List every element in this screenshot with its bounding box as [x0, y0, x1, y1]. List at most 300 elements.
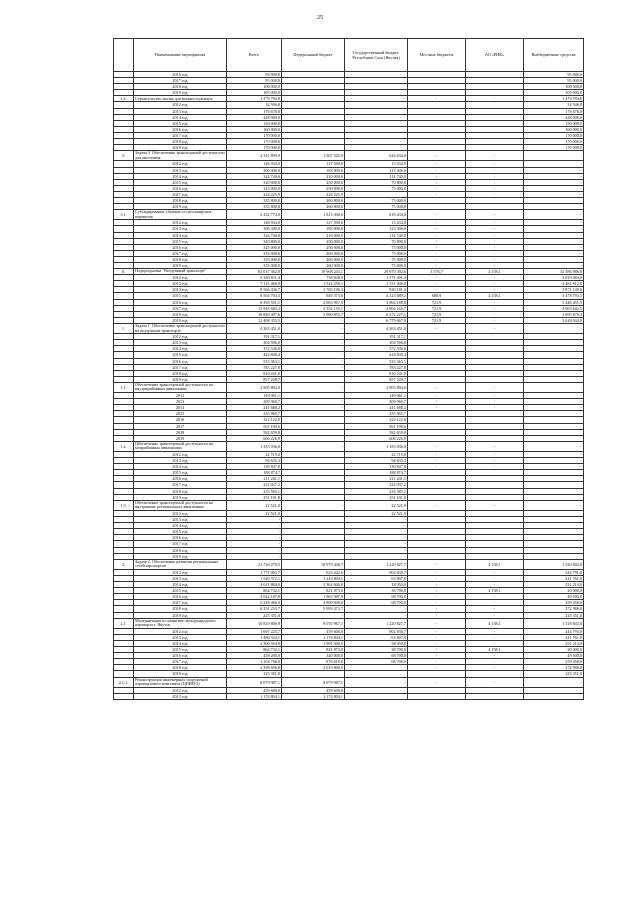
- cell-state-budget: 810 241,9: [345, 370, 408, 376]
- cell-local-budgets: -: [408, 393, 466, 399]
- cell-activity-name: 2014 год: [134, 464, 227, 470]
- cell-state-budget: 68 700,0: [345, 653, 408, 659]
- cell-extrabudgetary: 4 481 812,8: [524, 281, 584, 287]
- cell-local-budgets: -: [408, 653, 466, 659]
- cell-ao-rik: -: [466, 311, 524, 317]
- cell-federal-budget: -: [282, 340, 345, 346]
- cell-extrabudgetary: 32 586 986,8: [524, 269, 584, 275]
- cell-total: 320 800,0: [227, 179, 282, 185]
- cell-state-budget: -: [345, 96, 408, 102]
- cell-activity-name: 2019 год: [134, 612, 227, 618]
- cell-extrabudgetary: -: [524, 226, 584, 232]
- cell-extrabudgetary: 225 351,0: [524, 612, 584, 618]
- cell-total: -: [227, 517, 282, 523]
- cell-activity-name: 2016 год: [134, 299, 227, 305]
- cell-activity-name: 2016 год: [134, 535, 227, 541]
- cell-federal-budget: 260 000,0: [282, 263, 345, 269]
- cell-total: 1 697 223,7: [227, 628, 282, 634]
- cell-total: 170 000,0: [227, 145, 282, 151]
- cell-federal-budget: 821 873,0: [282, 588, 345, 594]
- cell-activity-name: 2017 год: [134, 541, 227, 547]
- cell-federal-budget: 623 442,0: [282, 569, 345, 575]
- cell-federal-budget: -: [282, 364, 345, 370]
- cell-activity-name: 2017 год: [134, 78, 227, 84]
- cell-extrabudgetary: 3 478 793,5: [524, 293, 584, 299]
- cell-state-budget: -: [345, 541, 408, 547]
- cell-activity-name: 2018 год: [134, 547, 227, 553]
- cell-state-budget: -: [345, 612, 408, 618]
- cell-state-budget: 930 181,4: [345, 287, 408, 293]
- cell-extrabudgetary: -: [524, 250, 584, 256]
- cell-activity-name: 2014 год: [134, 173, 227, 179]
- cell-extrabudgetary: 3 029 484,0: [524, 275, 584, 281]
- cell-state-budget: 75 000,0: [345, 250, 408, 256]
- cell-activity-name: 2016: [134, 417, 227, 423]
- cell-total: 1 480 332,1: [227, 634, 282, 640]
- cell-local-budgets: -: [408, 618, 466, 628]
- cell-activity-name: 2015 год: [134, 120, 227, 126]
- cell-ao-rik: -: [466, 634, 524, 640]
- cell-activity-name: Субсидирование убытков от пассажирских перевозок: [134, 210, 227, 220]
- cell-ao-rik: -: [466, 569, 524, 575]
- cell-total: 95 000,0: [227, 72, 282, 78]
- cell-total: 82 037 362,0: [227, 269, 282, 275]
- cell-state-budget: 75 000,0: [345, 185, 408, 191]
- cell-extrabudgetary: -: [524, 191, 584, 197]
- cell-local-budgets: -: [408, 151, 466, 161]
- cell-local-budgets: -: [408, 210, 466, 220]
- cell-total: 335 000,0: [227, 250, 282, 256]
- cell-activity-name: 2013 год: [134, 108, 227, 114]
- cell-extrabudgetary: -: [524, 179, 584, 185]
- cell-number: 2.4.: [114, 96, 134, 102]
- cell-activity-name: 2013 год: [134, 517, 227, 523]
- cell-local-budgets: -: [408, 634, 466, 640]
- cell-federal-budget: -: [282, 393, 345, 399]
- cell-local-budgets: -: [408, 647, 466, 653]
- cell-local-budgets: -: [408, 382, 466, 392]
- cell-federal-budget: -: [282, 382, 345, 392]
- cell-state-budget: 4 904 165,7: [345, 305, 408, 311]
- cell-number: [114, 693, 134, 699]
- cell-total: 424 840,4: [227, 352, 282, 358]
- cell-extrabudgetary: 105 000,0: [524, 90, 584, 96]
- cell-ao-rik: 4 158,1: [466, 559, 524, 569]
- cell-federal-budget: 2 063 967,9: [282, 299, 345, 305]
- cell-activity-name: 2012: [134, 393, 227, 399]
- cell-local-budgets: -: [408, 452, 466, 458]
- cell-ao-rik: -: [466, 458, 524, 464]
- cell-state-budget: 372 536,0: [345, 346, 408, 352]
- cell-activity-name: 2012 год: [134, 687, 227, 693]
- cell-state-budget: [345, 693, 408, 699]
- cell-activity-name: 2015 год: [134, 293, 227, 299]
- cell-activity-name: Обеспечение транспортной доступности на внутренних региональных авиалиниях: [134, 500, 227, 510]
- cell-ao-rik: -: [466, 185, 524, 191]
- cell-state-budget: 58 050,0: [345, 641, 408, 647]
- cell-state-budget: 18 050,0: [345, 582, 408, 588]
- cell-state-budget: 188 874,7: [345, 470, 408, 476]
- cell-total: 1 479 784,8: [227, 96, 282, 102]
- cell-activity-name: 2012 год: [134, 102, 227, 108]
- cell-local-budgets: -: [408, 232, 466, 238]
- cell-ao-rik: -: [466, 612, 524, 618]
- cell-state-budget: -: [345, 529, 408, 535]
- cell-total: 372 536,0: [227, 346, 282, 352]
- table-row-activity: [114, 441, 584, 451]
- cell-state-budget: 22 715,0: [345, 452, 408, 458]
- cell-state-budget: 783 227,8: [345, 364, 408, 370]
- cell-total: 810 241,9: [227, 370, 282, 376]
- cell-ao-rik: -: [466, 191, 524, 197]
- cell-state-budget: 149 061,1: [345, 393, 408, 399]
- cell-extrabudgetary: 259 458,0: [524, 659, 584, 665]
- cell-state-budget: 70 800,0: [345, 238, 408, 244]
- cell-local-budgets: -: [408, 582, 466, 588]
- cell-total: 320 800,0: [227, 238, 282, 244]
- cell-ao-rik: -: [466, 641, 524, 647]
- cell-total: 1 174 804,1: [227, 693, 282, 699]
- cell-total: 100 000,0: [227, 84, 282, 90]
- cell-local-budgets: -: [408, 606, 466, 612]
- cell-federal-budget: 2 015 800,0: [282, 665, 345, 671]
- cell-activity-name: 2012 год: [134, 161, 227, 167]
- cell-extrabudgetary: 5 628 044,8: [524, 317, 584, 323]
- cell-extrabudgetary: 150 000,0: [524, 120, 584, 126]
- cell-state-budget: 68 700,0: [345, 594, 408, 600]
- table-row-activity: [114, 323, 584, 333]
- cell-extrabudgetary: 3 695 679,3: [524, 311, 584, 317]
- cell-federal-budget: 224 225,9: [282, 191, 345, 197]
- cell-extrabudgetary: 231 214,0: [524, 582, 584, 588]
- cell-local-budgets: -: [408, 399, 466, 405]
- cell-total: 130 847,8: [227, 464, 282, 470]
- cell-total: 176 678,0: [227, 108, 282, 114]
- cell-federal-budget: 250 000,0: [282, 244, 345, 250]
- cell-extrabudgetary: 272 986,0: [524, 665, 584, 671]
- cell-state-budget: 3 904 189,8: [345, 299, 408, 305]
- cell-ao-rik: -: [466, 167, 524, 173]
- cell-state-budget: 1 131 406,0: [345, 281, 408, 287]
- cell-total: 170 000,0: [227, 132, 282, 138]
- cell-federal-budget: 183 000,0: [282, 167, 345, 173]
- cell-state-budget: 38 700,0: [345, 647, 408, 653]
- cell-activity-name: 2014 год: [134, 346, 227, 352]
- cell-activity-name: Задача 1. Обеспечение транспортной доступности на воздушном транспорте: [135, 323, 225, 333]
- cell-state-budget: 644 434,0: [345, 151, 408, 161]
- cell-state-budget: 322 122,0: [345, 417, 408, 423]
- table-row-activity: [114, 382, 584, 392]
- cell-local-budgets: -: [408, 256, 466, 262]
- cell-local-budgets: -: [408, 275, 466, 281]
- cell-ao-rik: -: [466, 210, 524, 220]
- cell-extrabudgetary: 241 761,0: [524, 575, 584, 581]
- cell-extrabudgetary: -: [524, 382, 584, 392]
- cell-total: -: [227, 529, 282, 535]
- cell-ao-rik: -: [466, 393, 524, 399]
- cell-federal-budget: 5 900 855,7: [282, 311, 345, 317]
- cell-activity-name: 2017 год: [134, 482, 227, 488]
- cell-ao-rik: -: [466, 653, 524, 659]
- cell-total: 94 635,3: [227, 458, 282, 464]
- cell-total: 22 521,0: [227, 510, 282, 516]
- cell-ao-rik: -: [466, 659, 524, 665]
- cell-activity-name: 2019 год: [134, 671, 227, 677]
- cell-federal-budget: 4 900 306,0: [282, 600, 345, 606]
- cell-ao-rik: 4 158,1: [466, 269, 524, 275]
- cell-ao-rik: -: [466, 275, 524, 281]
- cell-total: 2 432 774,0: [227, 210, 282, 220]
- header-local-budgets: Местные бюджеты: [408, 39, 466, 72]
- cell-federal-budget: 949 373,6: [282, 293, 345, 299]
- cell-extrabudgetary: [524, 693, 584, 699]
- cell-ao-rik: -: [466, 606, 524, 612]
- cell-extrabudgetary: -: [524, 452, 584, 458]
- cell-extrabudgetary: 1 479 784,8: [524, 96, 584, 102]
- cell-state-budget: 123 300,0: [345, 167, 408, 173]
- cell-total: 2 022 187,9: [227, 594, 282, 600]
- cell-total: 459 600,0: [227, 687, 282, 693]
- cell-federal-budget: -: [282, 441, 345, 451]
- cell-total: 150 000,0: [227, 120, 282, 126]
- header-federal-budget: Федеральный бюджет: [282, 39, 345, 72]
- cell-state-budget: 75 000,0: [345, 204, 408, 210]
- cell-state-budget: 94 635,3: [345, 458, 408, 464]
- cell-activity-name: 2015 год: [134, 352, 227, 358]
- cell-activity-name: 2015 год: [134, 588, 227, 594]
- cell-number: 3.: [114, 151, 134, 161]
- cell-extrabudgetary: -: [524, 232, 584, 238]
- cell-state-budget: 619 434,0: [345, 210, 408, 220]
- cell-ao-rik: -: [466, 600, 524, 606]
- cell-ao-rik: -: [466, 287, 524, 293]
- cell-state-budget: 251 101,8: [345, 494, 408, 500]
- cell-extrabudgetary: -: [524, 500, 584, 510]
- cell-state-budget: -: [345, 606, 408, 612]
- cell-federal-budget: 1 174 804,1: [282, 634, 345, 640]
- cell-activity-name: 2016 год: [134, 72, 227, 78]
- cell-activity-name: 2013 год: [134, 575, 227, 581]
- cell-federal-budget: -: [282, 334, 345, 340]
- cell-state-budget: -: [345, 523, 408, 529]
- cell-total: 8 079 987,1: [227, 677, 282, 687]
- cell-federal-budget: -: [282, 352, 345, 358]
- cell-state-budget: 38 700,0: [345, 588, 408, 594]
- table-row-activity: [114, 151, 584, 161]
- header-extrabudgetary: Внебюджетные средства: [524, 39, 584, 72]
- cell-extrabudgetary: -: [524, 238, 584, 244]
- cell-activity-name: 2017 год: [134, 305, 227, 311]
- cell-number: 1.: [114, 323, 134, 333]
- cell-total: 857 228,7: [227, 376, 282, 382]
- cell-activity-name: 2018 год: [134, 606, 227, 612]
- header-ao-rik: АО «РИК»: [466, 39, 524, 72]
- cell-activity-name: 2019 год: [134, 553, 227, 559]
- cell-extrabudgetary: -: [524, 441, 584, 451]
- cell-federal-budget: 210 000,0: [282, 173, 345, 179]
- cell-local-budgets: -: [408, 161, 466, 167]
- table-header-row: [114, 39, 584, 72]
- cell-ao-rik: -: [466, 250, 524, 256]
- cell-activity-name: 2016 год: [134, 185, 227, 191]
- cell-state-budget: -: [345, 665, 408, 671]
- cell-local-budgets: 688,9: [408, 293, 466, 299]
- cell-activity-name: 2013 год: [134, 226, 227, 232]
- cell-ao-rik: 4 158,1: [466, 588, 524, 594]
- cell-total: 188 874,7: [227, 470, 282, 476]
- cell-state-budget: 29 670 392,6: [345, 269, 408, 275]
- cell-state-budget: 1 571 401,4: [345, 275, 408, 281]
- cell-state-budget: 63 807,0: [345, 634, 408, 640]
- cell-activity-name: 2017 год: [134, 600, 227, 606]
- cell-local-budgets: -: [408, 250, 466, 256]
- cell-number: 2.: [114, 559, 134, 569]
- cell-extrabudgetary: -: [524, 244, 584, 250]
- cell-ao-rik: -: [466, 151, 524, 161]
- cell-local-budgets: -: [408, 464, 466, 470]
- cell-activity-name: 2018 год: [134, 311, 227, 317]
- cell-federal-budget: 5 532 155,1: [282, 305, 345, 311]
- cell-local-budgets: -: [408, 263, 466, 269]
- cell-activity-name: 2013 год: [134, 693, 227, 699]
- cell-state-budget: 304 596,0: [345, 340, 408, 346]
- cell-activity-name: Задача 2. Обеспечение развития региональных сетей аэропортов: [134, 559, 227, 569]
- cell-local-budgets: 3 576,7: [408, 269, 466, 275]
- cell-state-budget: 75 000,0: [345, 244, 408, 250]
- cell-ao-rik: 4 158,1: [466, 618, 524, 628]
- cell-extrabudgetary: 49 500,0: [524, 594, 584, 600]
- cell-ao-rik: -: [466, 220, 524, 226]
- cell-extrabudgetary: -: [524, 256, 584, 262]
- cell-activity-name: 2014 год: [134, 523, 227, 529]
- cell-extrabudgetary: 3 446 451,5: [524, 299, 584, 305]
- cell-total: 335 800,0: [227, 197, 282, 203]
- cell-local-budgets: -: [408, 281, 466, 287]
- cell-ao-rik: -: [466, 582, 524, 588]
- cell-state-budget: 13 434,0: [345, 161, 408, 167]
- cell-state-budget: 1 220 827,7: [345, 618, 408, 628]
- cell-number: 1.3.: [114, 500, 134, 510]
- cell-activity-name: 2017 год: [134, 364, 227, 370]
- cell-state-budget: -: [345, 517, 408, 523]
- cell-state-budget: 6 272 227,1: [345, 311, 408, 317]
- cell-total: 864 732,1: [227, 588, 282, 594]
- cell-total: 8 504 703,3: [227, 293, 282, 299]
- cell-number: 1.1.: [114, 382, 134, 392]
- cell-local-budgets: -: [408, 441, 466, 451]
- cell-total: 5 360 811,4: [227, 275, 282, 281]
- cell-extrabudgetary: 272 986,0: [524, 606, 584, 612]
- cell-local-budgets: -: [408, 641, 466, 647]
- cell-state-budget: 63 807,0: [345, 575, 408, 581]
- cell-local-budgets: -: [408, 323, 466, 333]
- cell-local-budgets: -: [408, 559, 466, 569]
- cell-ao-rik: -: [466, 161, 524, 167]
- cell-ao-rik: -: [466, 232, 524, 238]
- cell-extrabudgetary: 259 458,0: [524, 600, 584, 606]
- cell-federal-budget: -: [282, 346, 345, 352]
- cell-extrabudgetary: 49 500,0: [524, 653, 584, 659]
- cell-ao-rik: -: [466, 317, 524, 323]
- cell-activity-name: 2013 год: [134, 281, 227, 287]
- table-row-year: [114, 693, 584, 699]
- cell-extrabudgetary: 4 003 642,5: [524, 305, 584, 311]
- cell-federal-budget: 1 963 987,9: [282, 594, 345, 600]
- cell-ao-rik: -: [466, 628, 524, 634]
- cell-state-budget: 4 263 451,0: [345, 323, 408, 333]
- cell-state-budget: 4 123 689,2: [345, 293, 408, 299]
- cell-ao-rik: -: [466, 263, 524, 269]
- cell-activity-name: Строительство жилья для военнослужащих: [134, 96, 227, 102]
- cell-state-budget: 75 000,0: [345, 197, 408, 203]
- cell-activity-name: 2019 год: [134, 317, 227, 323]
- cell-ao-rik: -: [466, 665, 524, 671]
- cell-extrabudgetary: 428 000,0: [524, 114, 584, 120]
- cell-number: 3.1.: [114, 210, 134, 220]
- cell-activity-name: 2019 год: [134, 494, 227, 500]
- cell-total: 864 732,1: [227, 647, 282, 653]
- cell-activity-name: 2014 год: [134, 287, 227, 293]
- cell-state-budget: 6 779 667,0: [345, 317, 408, 323]
- cell-total: 335 800,0: [227, 204, 282, 210]
- cell-activity-name: 2016 год: [134, 653, 227, 659]
- table-row-activity: [114, 677, 584, 687]
- cell-ao-rik: 4 158,1: [466, 647, 524, 653]
- cell-total: 2 311 899,9: [227, 151, 282, 161]
- cell-federal-budget: 250 000,0: [282, 238, 345, 244]
- cell-total: 2 300 564,0: [227, 641, 282, 647]
- cell-local-budgets: -: [408, 238, 466, 244]
- cell-activity-name: 2013 год: [134, 458, 227, 464]
- cell-ao-rik: -: [466, 575, 524, 581]
- cell-total: 235 965,7: [227, 411, 282, 417]
- cell-ao-rik: -: [466, 399, 524, 405]
- cell-activity-name: 2013 год: [134, 340, 227, 346]
- cell-state-budget: 1 355 036,0: [345, 441, 408, 451]
- cell-state-budget: 606 226,9: [345, 435, 408, 441]
- cell-state-budget: 582 659,8: [345, 429, 408, 435]
- cell-total: 22 521,0: [227, 500, 282, 510]
- cell-activity-name: 2018 год: [134, 139, 227, 145]
- cell-local-budgets: 721,9: [408, 311, 466, 317]
- cell-total: 160 000,0: [227, 126, 282, 132]
- cell-activity-name: Обеспечение транспортной доступности на межрайонных авиалиниях: [134, 441, 227, 451]
- cell-total: 241 688,2: [227, 405, 282, 411]
- cell-total: 6 251 233,7: [227, 606, 282, 612]
- cell-activity-name: 2015 год: [134, 179, 227, 185]
- cell-activity-name: 2018 год: [134, 488, 227, 494]
- cell-federal-budget: 1 174 804,1: [282, 693, 345, 699]
- cell-extrabudgetary: 170 000,0: [524, 139, 584, 145]
- cell-total: 211 241,1: [227, 476, 282, 482]
- cell-local-budgets: -: [408, 665, 466, 671]
- cell-extrabudgetary: 100 000,0: [524, 84, 584, 90]
- cell-state-budget: -: [345, 553, 408, 559]
- cell-total: 222 037,2: [227, 482, 282, 488]
- table-row-activity: [114, 559, 584, 569]
- cell-state-budget: 2 905 894,0: [345, 382, 408, 392]
- cell-total: 34 946,8: [227, 102, 282, 108]
- cell-total: 2 398 656,0: [227, 665, 282, 671]
- cell-local-budgets: -: [408, 600, 466, 606]
- cell-extrabudgetary: -: [524, 405, 584, 411]
- cell-local-budgets: -: [408, 167, 466, 173]
- cell-total: 251 101,8: [227, 494, 282, 500]
- cell-extrabudgetary: 95 000,0: [524, 72, 584, 78]
- cell-local-budgets: 721,9: [408, 299, 466, 305]
- cell-federal-budget: 1 243 804,1: [282, 575, 345, 581]
- cell-local-budgets: -: [408, 677, 466, 687]
